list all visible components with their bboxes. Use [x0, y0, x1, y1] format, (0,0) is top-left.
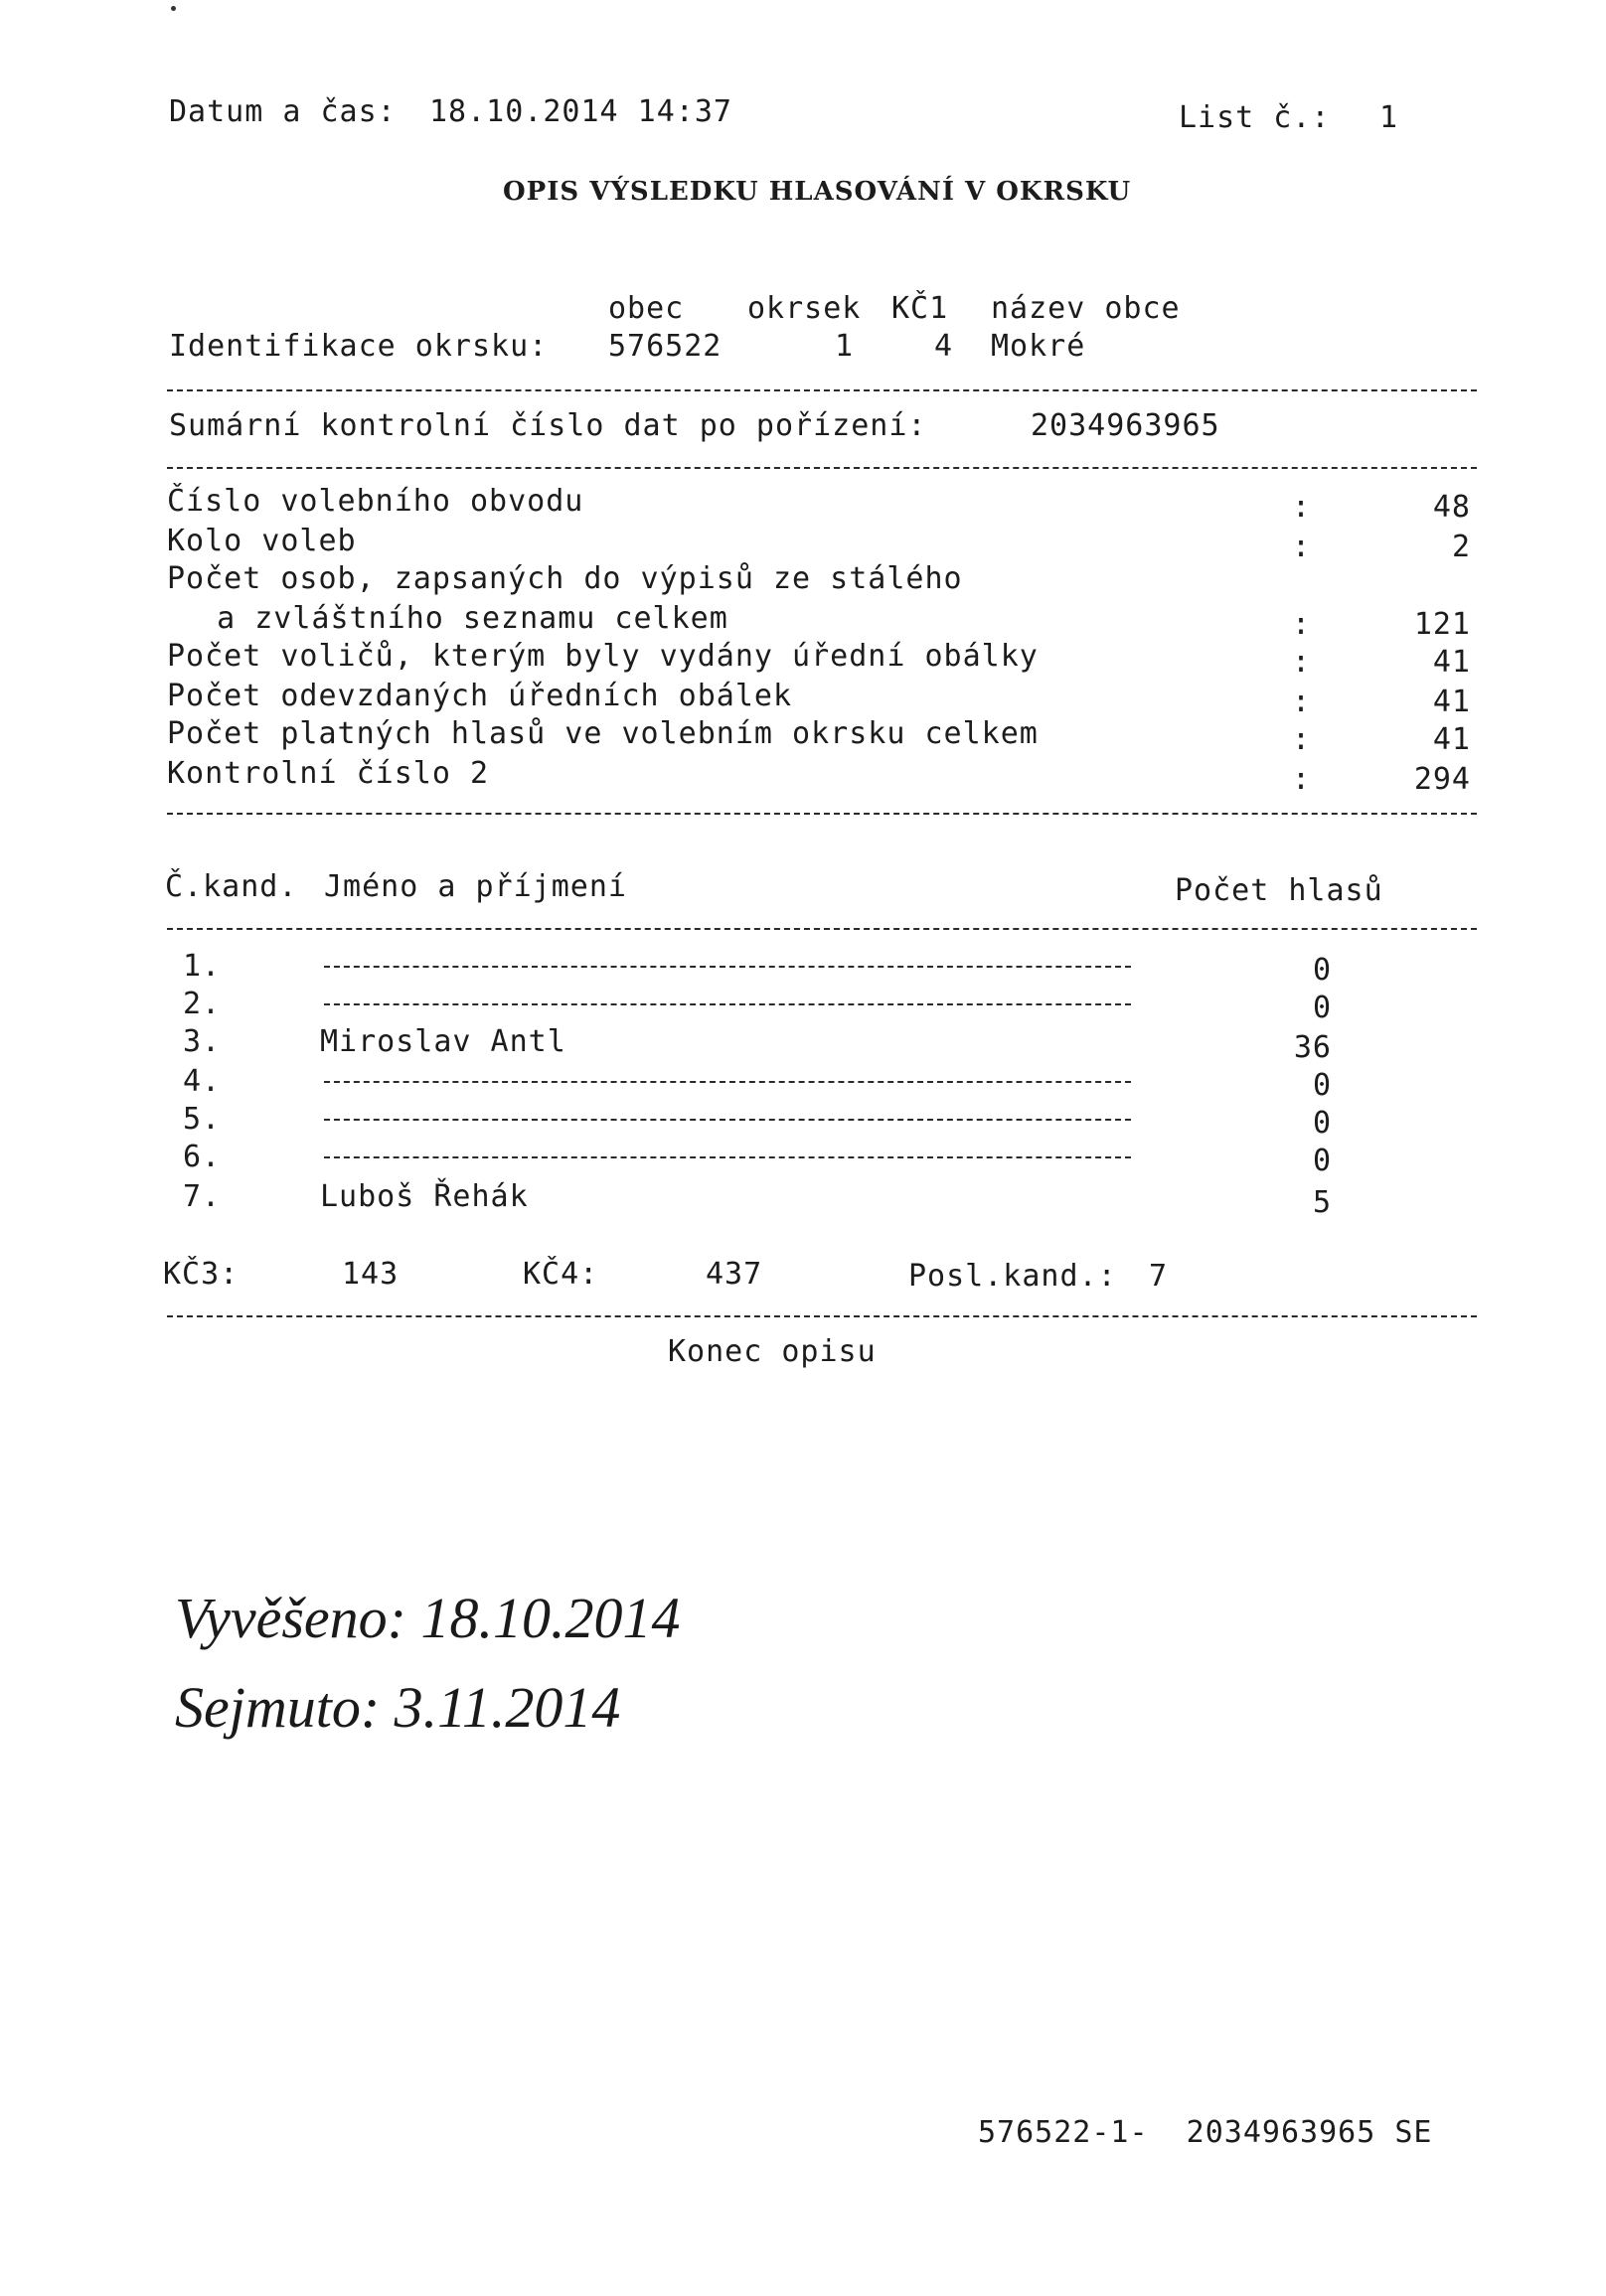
separator-line [167, 1315, 1477, 1317]
candidates-col-name: Jméno a příjmení [324, 869, 627, 904]
candidate-num: 3. [183, 1024, 222, 1059]
candidate-name: Luboš Řehák [320, 1179, 529, 1214]
kc3-label: KČ3: [163, 1257, 240, 1292]
document-title: OPIS VÝSLEDKU HLASOVÁNÍ V OKRSKU [503, 177, 1132, 207]
candidate-votes: 0 [1312, 991, 1332, 1025]
stat-value-6: 41 [1432, 722, 1471, 757]
stat-label-7: Kontrolní číslo 2 [167, 756, 490, 791]
candidate-num: 6. [183, 1140, 222, 1174]
bottom-code: 576522-1- 2034963965 SE [978, 2115, 1433, 2150]
candidate-votes: 5 [1312, 1185, 1332, 1220]
identification-kc1: 4 [934, 329, 954, 364]
col-nazev: název obce [991, 291, 1181, 326]
stat-colon: : [1292, 645, 1312, 680]
candidate-num: 5. [183, 1102, 222, 1137]
stat-colon: : [1292, 722, 1312, 757]
candidate-num: 4. [183, 1064, 222, 1099]
kc4-label: KČ4: [523, 1257, 599, 1292]
identification-nazev: Mokré [991, 329, 1086, 364]
candidate-votes: 0 [1312, 1106, 1332, 1141]
candidate-blank-name [324, 1003, 1131, 1005]
stat-label-4: Počet voličů, kterým byly vydány úřední obálky [167, 639, 1039, 674]
stat-colon: : [1292, 490, 1312, 525]
scan-speck [171, 6, 176, 11]
candidate-blank-name [324, 1119, 1131, 1121]
stat-label-2: Počet osob, zapsaných do výpisů ze stálého [167, 561, 963, 596]
candidates-col-votes: Počet hlasů [1175, 873, 1383, 908]
candidate-votes: 0 [1312, 953, 1332, 988]
candidate-num: 7. [183, 1179, 222, 1214]
stat-colon: : [1292, 607, 1312, 642]
kc3-value: 143 [342, 1257, 400, 1292]
datetime-label: Datum a čas: [169, 94, 397, 129]
stat-colon: : [1292, 685, 1312, 719]
candidate-name: Miroslav Antl [320, 1024, 566, 1059]
stat-value-7: 294 [1413, 762, 1471, 797]
candidate-blank-name [324, 1156, 1131, 1158]
last-candidate-value: 7 [1149, 1259, 1169, 1294]
candidate-num: 2. [183, 987, 222, 1021]
removed-date: Sejmuto: 3.11.2014 [175, 1675, 621, 1740]
stat-value-3: 121 [1413, 607, 1471, 642]
sheet-value: 1 [1379, 100, 1399, 135]
col-obec: obec [608, 291, 685, 326]
last-candidate-label: Posl.kand.: [908, 1259, 1117, 1294]
kc4-value: 437 [706, 1257, 763, 1292]
stat-label-6: Počet platných hlasů ve volebním okrsku celkem [167, 716, 1039, 751]
stat-colon: : [1292, 530, 1312, 564]
stat-label-5: Počet odevzdaných úředních obálek [167, 679, 793, 713]
separator-line [167, 928, 1477, 930]
separator-line [167, 389, 1477, 391]
col-kc1: KČ1 [891, 291, 949, 326]
stat-colon: : [1292, 762, 1312, 797]
stat-label-0: Číslo volebního obvodu [167, 484, 584, 519]
candidate-num: 1. [183, 949, 222, 984]
candidate-votes: 36 [1293, 1030, 1332, 1065]
stat-label-3: a zvláštního seznamu celkem [179, 601, 728, 636]
stat-value-1: 2 [1451, 530, 1471, 564]
posted-date: Vyvěšeno: 18.10.2014 [175, 1586, 681, 1650]
stat-value-0: 48 [1432, 490, 1471, 525]
stat-value-5: 41 [1432, 685, 1471, 719]
candidate-votes: 0 [1312, 1068, 1332, 1103]
separator-line [167, 813, 1477, 815]
summary-check-label: Sumární kontrolní číslo dat po pořízení: [169, 408, 927, 443]
identification-label: Identifikace okrsku: [169, 329, 549, 364]
col-okrsek: okrsek [747, 291, 862, 326]
summary-check-value: 2034963965 [1031, 408, 1220, 443]
separator-line [167, 467, 1477, 469]
candidates-col-num: Č.kand. [165, 869, 298, 904]
end-text: Konec opisu [668, 1334, 877, 1369]
identification-okrsek: 1 [835, 329, 855, 364]
candidate-blank-name [324, 966, 1131, 968]
datetime-value: 18.10.2014 14:37 [429, 94, 732, 129]
candidate-votes: 0 [1312, 1144, 1332, 1178]
candidate-blank-name [324, 1081, 1131, 1083]
sheet-label: List č.: [1179, 100, 1331, 135]
stat-label-1: Kolo voleb [167, 524, 357, 558]
identification-obec: 576522 [608, 329, 723, 364]
stat-value-4: 41 [1432, 645, 1471, 680]
